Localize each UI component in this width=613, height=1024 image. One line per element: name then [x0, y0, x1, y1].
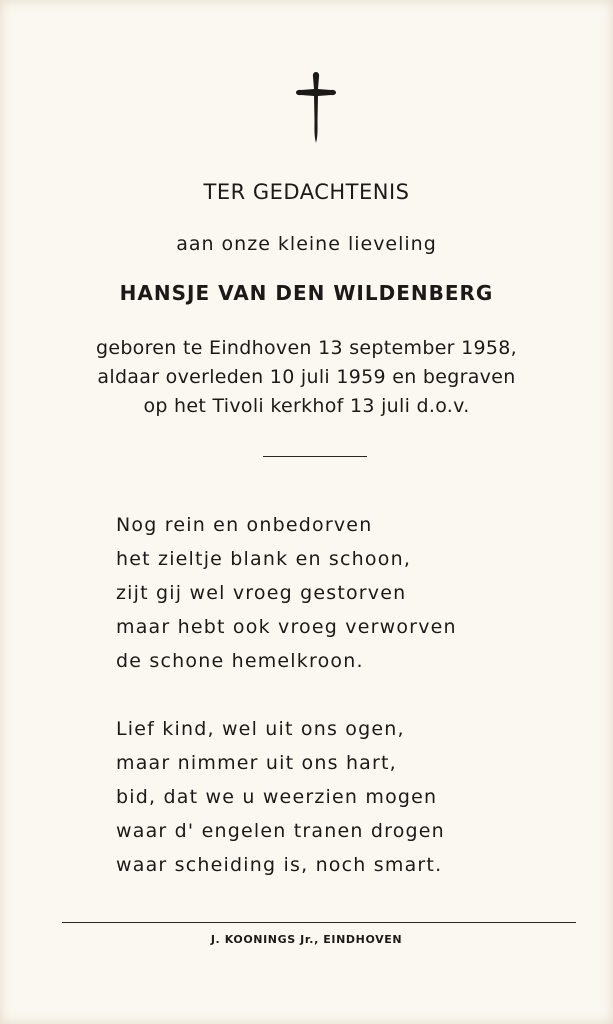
poem-line: waar scheiding is, noch smart.	[116, 854, 443, 876]
printer-imprint: J. KOONINGS Jr., EINDHOVEN	[210, 933, 403, 946]
poem-line: maar hebt ook vroeg verworven	[116, 616, 457, 638]
birth-line: geboren te Eindhoven 13 september 1958,	[95, 337, 518, 359]
section-divider	[263, 456, 367, 457]
poem-stanza-2	[116, 712, 445, 882]
card-heading: TER GEDACHTENIS	[203, 180, 410, 204]
death-line: aldaar overleden 10 juli 1959 en begraven	[97, 366, 516, 388]
poem-line: het zieltje blank en schoon,	[116, 548, 412, 570]
poem-line: Lief kind, wel uit ons ogen,	[116, 718, 405, 740]
burial-line: op het Tivoli kerkhof 13 juli d.o.v.	[143, 395, 470, 417]
card-subheading: aan onze kleine lieveling	[176, 233, 437, 255]
poem-line: de schone hemelkroon.	[116, 650, 364, 672]
poem-line: bid, dat we u weerzien mogen	[116, 786, 438, 808]
poem-line: Nog rein en onbedorven	[116, 514, 373, 536]
birth-death-details	[0, 334, 613, 421]
footer-rule	[62, 922, 576, 923]
latin-cross-icon	[294, 70, 338, 144]
poem-line: waar d' engelen tranen drogen	[116, 820, 445, 842]
deceased-name: HANSJE VAN DEN WILDENBERG	[119, 281, 494, 305]
poem-line: maar nimmer uit ons hart,	[116, 752, 397, 774]
poem-line: zijt gij wel vroeg gestorven	[116, 582, 407, 604]
poem-stanza-1	[116, 508, 457, 678]
